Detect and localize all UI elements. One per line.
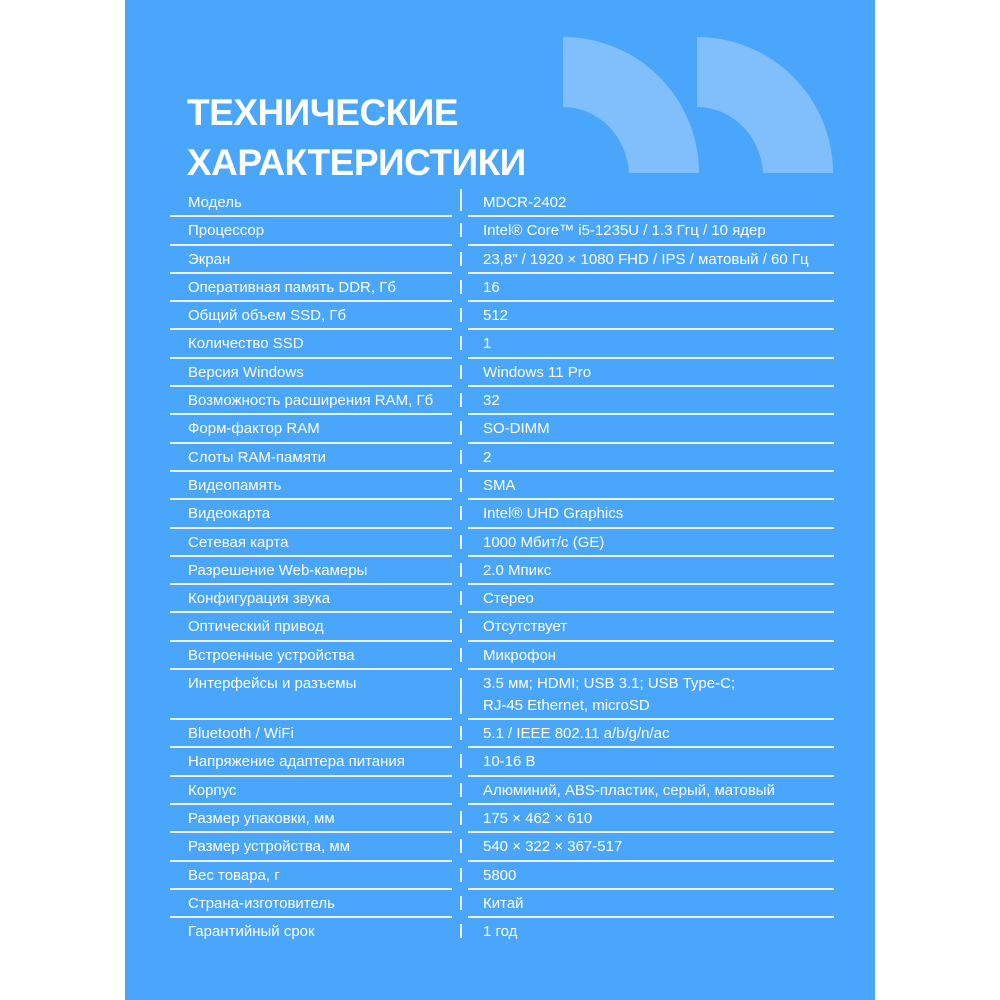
spec-table: [170, 189, 834, 946]
spec-value-line: 32: [483, 392, 500, 410]
spec-value: [483, 503, 833, 525]
column-divider: [460, 393, 462, 407]
table-row: [170, 777, 834, 805]
spec-value-line: 175 × 462 × 610: [483, 809, 593, 827]
spec-value-line: 2: [483, 448, 492, 466]
table-row: [170, 387, 834, 415]
table-row: [170, 890, 834, 918]
spec-value-line: SO-DIMM: [483, 420, 550, 438]
spec-label: Оптический привод: [188, 618, 324, 636]
spec-label: Разрешение Web-камеры: [188, 561, 368, 579]
spec-value-line: 3.5 мм; HDMI; USB 3.1; USB Type-C;: [483, 675, 736, 693]
column-divider: [460, 506, 462, 520]
column-divider: [460, 450, 462, 464]
spec-value-line: 16: [483, 278, 500, 296]
column-divider: [460, 783, 462, 797]
spec-label: Встроенные устройства: [188, 646, 355, 664]
spec-value: [483, 893, 833, 915]
table-row: [170, 833, 834, 861]
spec-label: Вес товара, г: [188, 866, 280, 884]
spec-label: Процессор: [188, 222, 265, 240]
spec-value: [483, 645, 833, 667]
spec-value: [483, 220, 833, 242]
spec-value-line: 1: [483, 335, 492, 353]
spec-label: Слоты RAM-памяти: [188, 448, 327, 466]
column-divider: [460, 648, 462, 662]
table-row: [170, 302, 834, 330]
page-title-line-1: ТЕХНИЧЕСКИЕ: [187, 92, 459, 133]
spec-label: Страна-изготовитель: [188, 894, 335, 912]
column-divider: [460, 678, 462, 714]
spec-value-line: Intel® UHD Graphics: [483, 505, 624, 523]
spec-value: [483, 836, 833, 858]
column-divider: [460, 189, 462, 211]
spec-value-line: 512: [483, 307, 509, 325]
spec-value-line: 5800: [483, 866, 517, 884]
spec-value-line: Intel® Core™ i5-1235U / 1.3 Ггц / 10 ядер: [483, 222, 766, 240]
page-title-line-2: ХАРАКТЕРИСТИКИ: [187, 142, 526, 183]
spec-label: Размер упаковки, мм: [188, 809, 335, 827]
spec-label: Размер устройства, мм: [188, 838, 350, 856]
column-divider: [460, 619, 462, 633]
spec-value: [483, 616, 833, 638]
spec-value-line: 1 год: [483, 923, 518, 941]
table-row: [170, 862, 834, 890]
spec-value-line: SMA: [483, 476, 516, 494]
column-divider: [460, 336, 462, 350]
table-row: [170, 585, 834, 613]
spec-label: Гарантийный срок: [188, 923, 315, 941]
spec-value-line: RJ-45 Ethernet, microSD: [483, 697, 650, 715]
column-divider: [460, 754, 462, 768]
column-divider: [460, 478, 462, 492]
column-divider: [460, 924, 462, 938]
spec-value: [483, 808, 833, 830]
spec-label: Экран: [188, 250, 231, 268]
column-divider: [460, 535, 462, 549]
table-row: [170, 274, 834, 302]
table-row: [170, 805, 834, 833]
spec-label: Напряжение адаптера питания: [188, 753, 405, 771]
spec-value: [483, 362, 833, 384]
table-row: [170, 444, 834, 472]
column-divider: [460, 839, 462, 853]
spec-value: [483, 723, 833, 745]
spec-value-line: Китай: [483, 894, 524, 912]
spec-label: Оперативная память DDR, Гб: [188, 278, 396, 296]
table-row: [170, 415, 834, 443]
table-row: [170, 748, 834, 776]
spec-value-line: 23,8" / 1920 × 1080 FHD / IPS / матовый / 60 Гц: [483, 250, 809, 268]
spec-label: Bluetooth / WiFi: [188, 725, 294, 743]
table-row: [170, 642, 834, 670]
spec-label: Форм-фактор RAM: [188, 420, 320, 438]
spec-value: [483, 447, 833, 469]
spec-value-line: 1000 Мбит/с (GE): [483, 533, 605, 551]
spec-value: [483, 780, 833, 802]
spec-label: Версия Windows: [188, 363, 304, 381]
spec-label: Интерфейсы и разъемы: [188, 675, 357, 693]
quote-marks-icon: [697, 37, 833, 173]
column-divider: [460, 252, 462, 266]
spec-value-line: 2.0 Мпикс: [483, 561, 552, 579]
spec-value: [483, 673, 833, 717]
table-row: [170, 670, 834, 720]
table-row: [170, 613, 834, 641]
table-row: [170, 330, 834, 358]
column-divider: [460, 280, 462, 294]
spec-label: Возможность расширения RAM, Гб: [188, 392, 434, 410]
column-divider: [460, 421, 462, 435]
spec-value-line: MDCR-2402: [483, 194, 567, 211]
table-row: [170, 529, 834, 557]
column-divider: [460, 868, 462, 882]
table-row: [170, 557, 834, 585]
spec-value: [483, 560, 833, 582]
spec-value: [483, 588, 833, 610]
table-row: [170, 918, 834, 946]
spec-label: Видеопамять: [188, 476, 282, 494]
spec-value-line: Стерео: [483, 590, 534, 608]
spec-value-line: Windows 11 Pro: [483, 363, 592, 381]
column-divider: [460, 365, 462, 379]
column-divider: [460, 223, 462, 237]
table-row: [170, 472, 834, 500]
spec-value: [483, 532, 833, 554]
table-row: [170, 359, 834, 387]
spec-value: [483, 333, 833, 355]
spec-value: [483, 249, 833, 271]
column-divider: [460, 896, 462, 910]
spec-value-line: Алюминий, ABS-пластик, серый, матовый: [483, 781, 775, 799]
spec-value: [483, 277, 833, 299]
spec-value-line: Отсутствует: [483, 618, 568, 636]
spec-label: Сетевая карта: [188, 533, 289, 551]
spec-label: Количество SSD: [188, 335, 304, 353]
column-divider: [460, 811, 462, 825]
table-row: [170, 217, 834, 245]
spec-value-line: 540 × 322 × 367-517: [483, 838, 623, 856]
spec-value-line: 5.1 / IEEE 802.11 a/b/g/n/ac: [483, 725, 670, 743]
spec-value: [483, 865, 833, 887]
quote-marks-icon: [563, 37, 699, 173]
spec-value: [483, 192, 833, 214]
spec-value: [483, 751, 833, 773]
spec-value: [483, 475, 833, 497]
column-divider: [460, 591, 462, 605]
column-divider: [460, 308, 462, 322]
table-row: [170, 500, 834, 528]
spec-value: [483, 390, 833, 412]
spec-label: Модель: [188, 194, 242, 211]
table-row: [170, 720, 834, 748]
spec-value: [483, 305, 833, 327]
column-divider: [460, 726, 462, 740]
table-row: [170, 246, 834, 274]
page-title: [187, 88, 526, 188]
spec-value-line: Микрофон: [483, 646, 557, 664]
table-row: [170, 189, 834, 217]
spec-label: Видеокарта: [188, 505, 271, 523]
spec-value-line: 10-16 В: [483, 753, 536, 771]
spec-label: Корпус: [188, 781, 237, 799]
spec-label: Конфигурация звука: [188, 590, 331, 608]
spec-value: [483, 921, 833, 943]
column-divider: [460, 563, 462, 577]
spec-value: [483, 418, 833, 440]
spec-label: Общий объем SSD, Гб: [188, 307, 347, 325]
